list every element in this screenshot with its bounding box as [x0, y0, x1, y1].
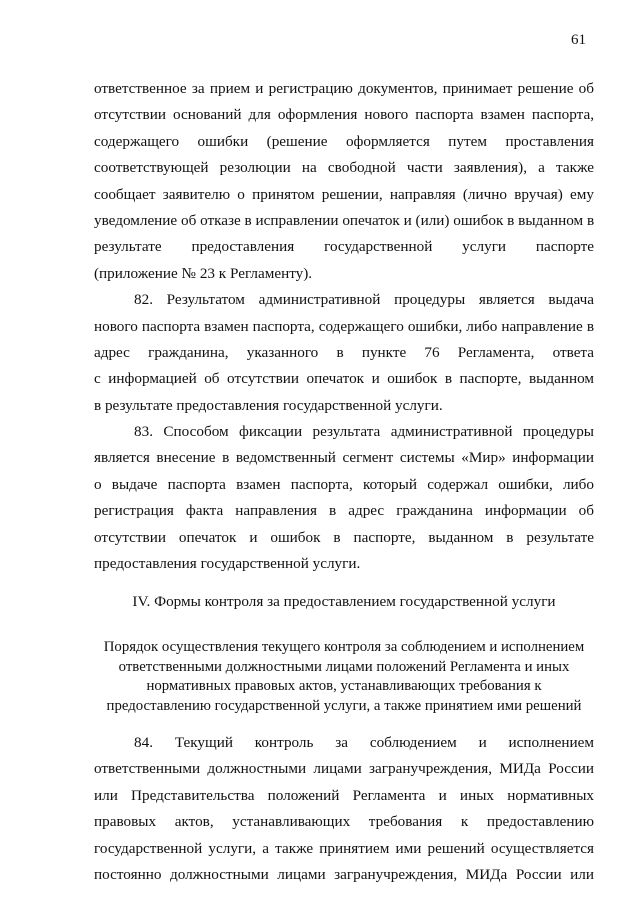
body-text-block-2 — [94, 730, 594, 888]
text-line: результате предоставления государственной услуги паспорте — [94, 238, 594, 256]
body-text-block-1 — [94, 76, 594, 577]
text-line: постоянно должностными лицами загранучреждения, МИДа России или — [94, 865, 594, 883]
text-line: ответственными должностными лицами загранучреждения, МИДа России — [94, 760, 594, 778]
text-line: с информацией об отсутствии опечаток и ошибок в паспорте, выданном — [94, 370, 594, 388]
text-line: уведомление об отказе в исправлении опечаток и (или) ошибок в выданном в — [94, 211, 595, 229]
text-line: содержащего ошибки (решение оформляется путем проставления — [94, 132, 594, 150]
text-line: является внесение в ведомственный сегмент системы «Мир» информации — [94, 449, 594, 467]
text-line: регистрация факта направления в адрес гражданина информации об — [94, 502, 594, 520]
text-line: предоставления государственной услуги. — [94, 555, 361, 573]
subheading-line: ответственными должностными лицами положений Регламента и иных — [118, 658, 570, 675]
subheading-line: предоставлению государственной услуги, а также принятием ими решений — [106, 697, 582, 714]
text-line: нового паспорта взамен паспорта, содержащего ошибки, либо направление в — [94, 317, 594, 335]
paragraph-84-start: 84. Текущий контроль за соблюдением и исполнением — [134, 734, 594, 751]
text-line: отсутствии опечаток и ошибок в паспорте, выданном в результате — [94, 528, 594, 546]
text-line: или Представительства положений Регламента и иных нормативных — [94, 786, 594, 804]
text-line: соответствующей резолюции на свободной части заявления), а также — [94, 159, 594, 177]
text-line: ответственное за прием и регистрацию документов, принимает решение об — [94, 80, 594, 97]
text-line: сообщает заявителю о принятом решении, направляя (лично вручая) ему — [94, 185, 594, 203]
section-heading: IV. Формы контроля за предоставлением государственной услуги — [132, 593, 556, 610]
subsection-heading — [80, 638, 608, 716]
text-line: в результате предоставления государственной услуги. — [94, 396, 443, 414]
text-line: правовых актов, устанавливающих требования к предоставлению — [94, 813, 594, 831]
text-line: государственной услуги, а также принятием ими решений осуществляется — [94, 839, 594, 857]
text-line: адрес гражданина, указанного в пункте 76 Регламента, ответа — [94, 343, 594, 361]
page-number: 61 — [571, 32, 586, 48]
text-line: отсутствии оснований для оформления нового паспорта взамен паспорта, — [94, 106, 594, 124]
paragraph-83-start: 83. Способом фиксации результата административной процедуры — [134, 423, 594, 441]
subheading-line: Порядок осуществления текущего контроля за соблюдением и исполнением — [103, 639, 585, 655]
subheading-line: нормативных правовых актов, устанавливающих требования к — [146, 678, 542, 695]
text-line: (приложение № 23 к Регламенту). — [94, 264, 313, 282]
text-line: о выдаче паспорта взамен паспорта, который содержал ошибки, либо — [94, 475, 594, 493]
paragraph-82-start: 82. Результатом административной процедуры является выдача — [134, 291, 594, 309]
